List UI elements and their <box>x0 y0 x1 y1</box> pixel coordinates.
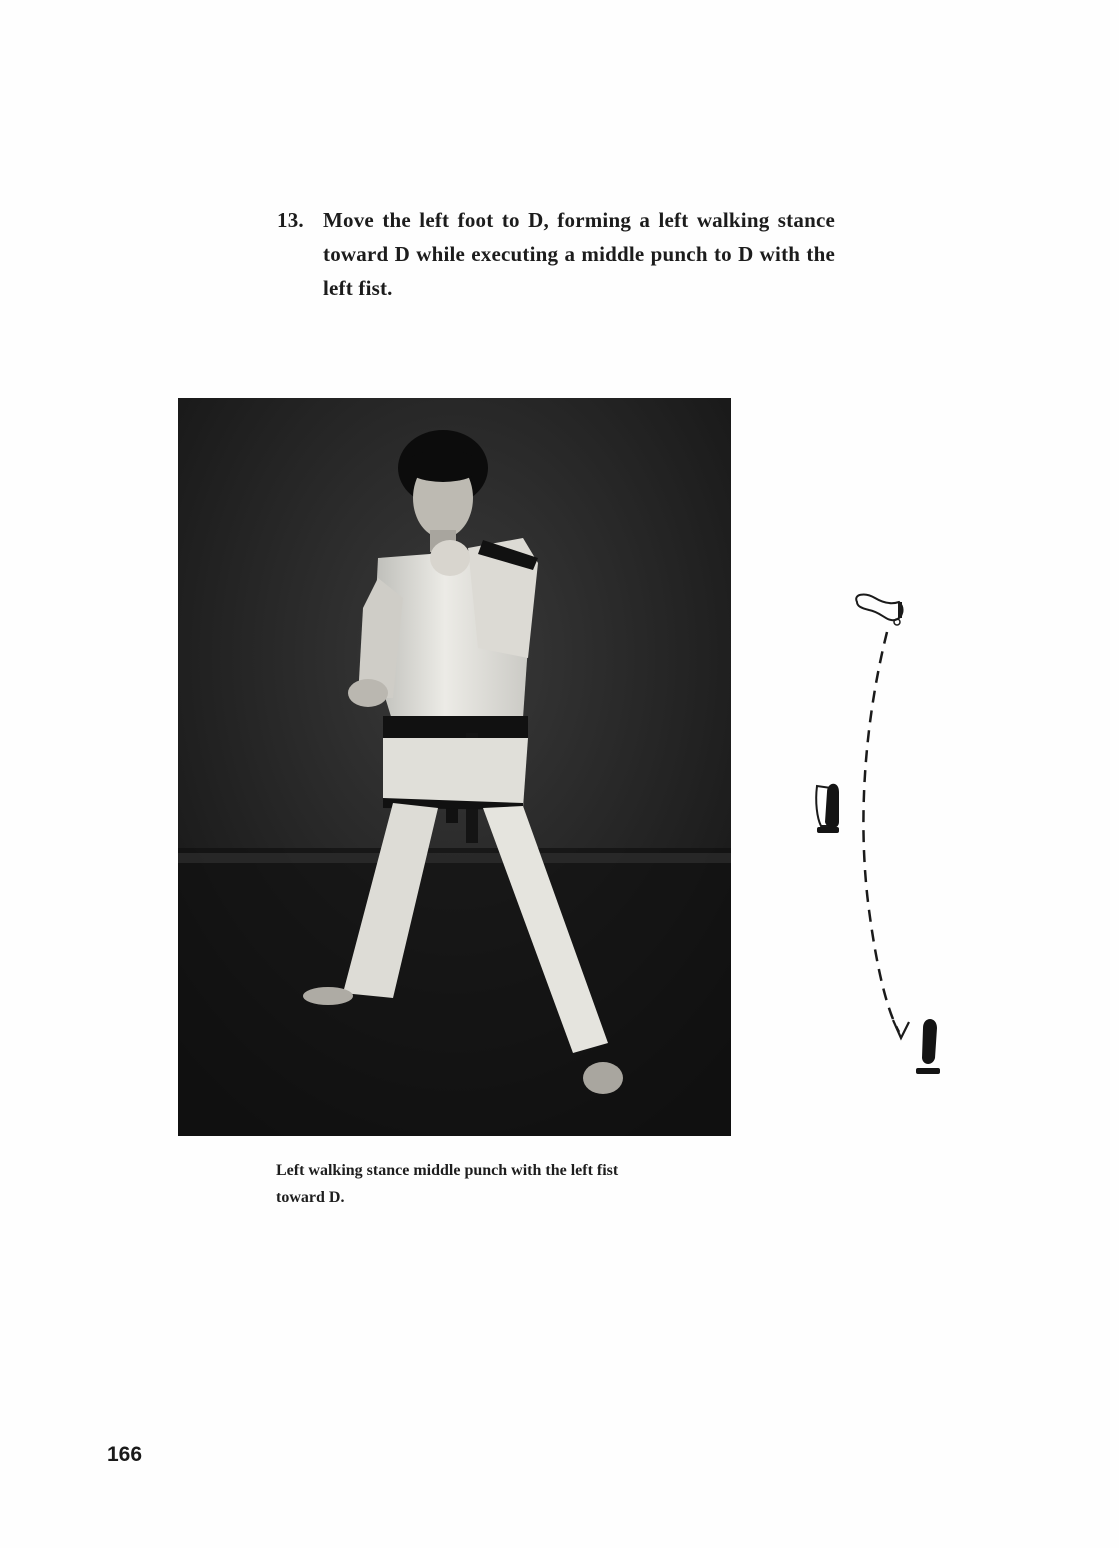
page-number: 166 <box>107 1443 143 1466</box>
dashed-path-arrow <box>863 632 899 1032</box>
technique-photo <box>178 398 731 1136</box>
stationary-footprint-icon <box>816 784 839 833</box>
step-number: 13. <box>277 208 304 232</box>
arrow-head-icon <box>893 1020 909 1038</box>
instruction-step <box>277 203 847 305</box>
photo-caption: Left walking stance middle punch with the left fist toward D. <box>276 1162 619 1206</box>
step-text: Move the left foot to D, forming a left walking stance toward D while executing a middle punch to D with the left fist. <box>323 208 835 300</box>
footwork-diagram <box>795 580 955 1090</box>
martial-artist-figure <box>178 398 731 1136</box>
outlined-footprint-icon <box>856 595 902 625</box>
solid-footprint-icon <box>916 1019 940 1074</box>
